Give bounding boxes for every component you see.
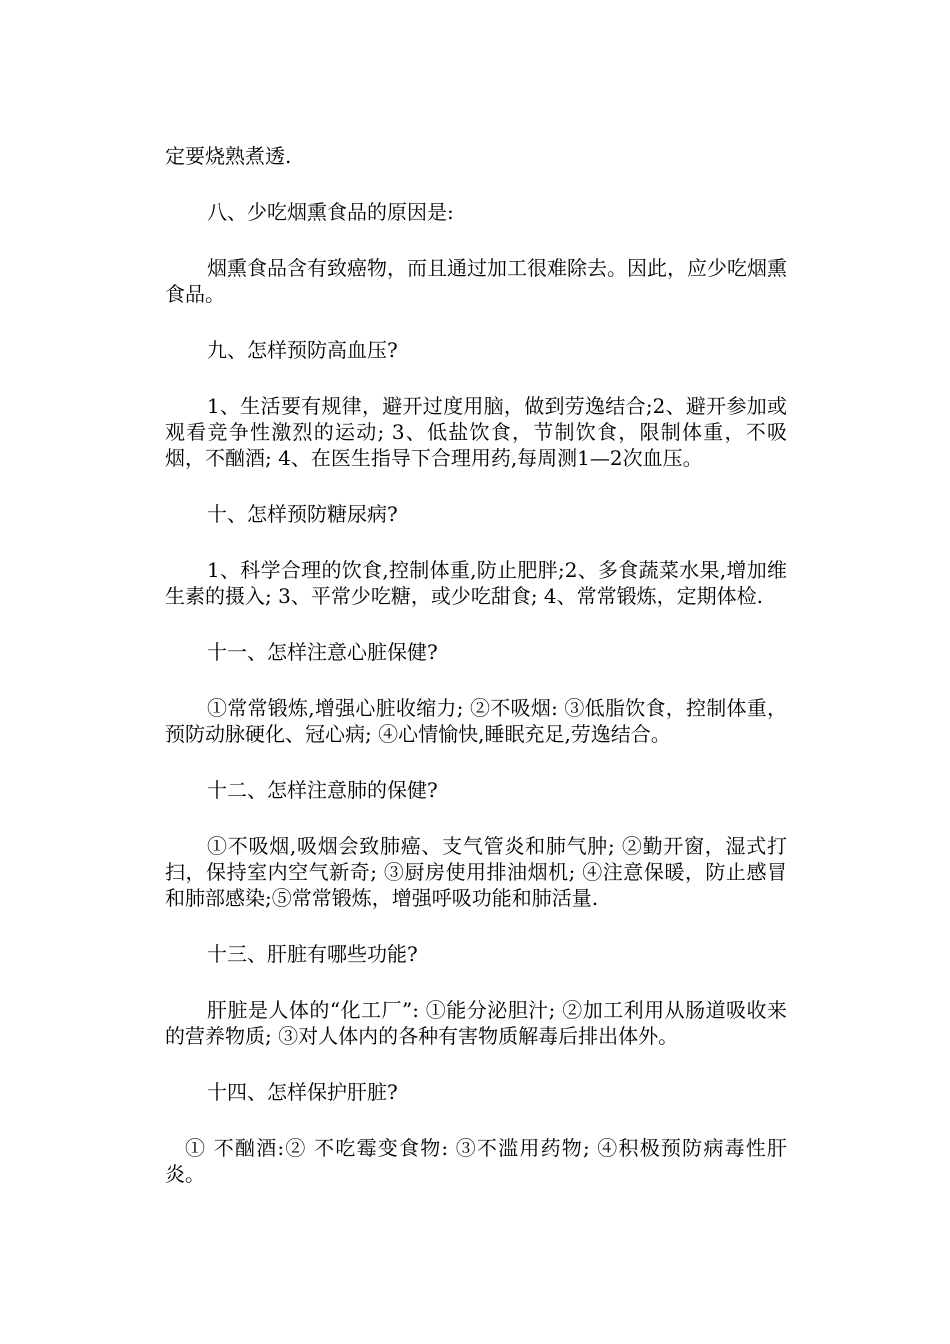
paragraph-continuation: 定要烧熟煮透. [165, 144, 292, 168]
heading-14: 十四、怎样保护肝脏? [207, 1080, 398, 1104]
heading-9: 九、怎样预防高血压? [207, 338, 398, 362]
heading-13: 十三、肝脏有哪些功能? [207, 942, 418, 966]
paragraph-13: 肝脏是人体的“化工厂”: ①能分泌胆汁; ②加工利用从肠道吸收来的营养物质; ③对人体内的各种有害物质解毒后排出体外。 [165, 998, 787, 1048]
paragraph-11: ①常常锻炼,增强心脏收缩力; ②不吸烟: ③低脂饮食，控制体重，预防动脉硬化、冠心病; ④心情愉快,睡眠充足,劳逸结合。 [165, 696, 787, 746]
heading-11: 十一、怎样注意心脏保健? [207, 640, 438, 664]
heading-10: 十、怎样预防糖尿病? [207, 502, 398, 526]
paragraph-14: ① 不酗酒:② 不吃霉变食物: ③不滥用药物; ④积极预防病毒性肝炎。 [165, 1136, 787, 1186]
paragraph-8: 烟熏食品含有致癌物，而且通过加工很难除去。因此，应少吃烟熏食品。 [165, 256, 787, 306]
paragraph-10: 1、科学合理的饮食,控制体重,防止肥胖;2、多食蔬菜水果,增加维生素的摄入; 3、平常少吃糖，或少吃甜食; 4、常常锻炼，定期体检. [165, 558, 787, 608]
heading-12: 十二、怎样注意肺的保健? [207, 778, 438, 802]
paragraph-9: 1、生活要有规律，避开过度用脑，做到劳逸结合;2、避开参加或观看竞争性激烈的运动; 3、低盐饮食，节制饮食，限制体重，不吸烟，不酗酒; 4、在医生指导下合理用药,每周测1—2次血压。 [165, 394, 787, 470]
heading-8: 八、少吃烟熏食品的原因是: [207, 200, 454, 224]
document-body [165, 143, 787, 1217]
paragraph-12: ①不吸烟,吸烟会致肺癌、支气管炎和肺气肿; ②勤开窗，湿式打扫，保持室内空气新奇; ③厨房使用排油烟机; ④注意保暖，防止感冒和肺部感染;⑤常常锻炼，增强呼吸功能和肺活量. [165, 834, 787, 910]
